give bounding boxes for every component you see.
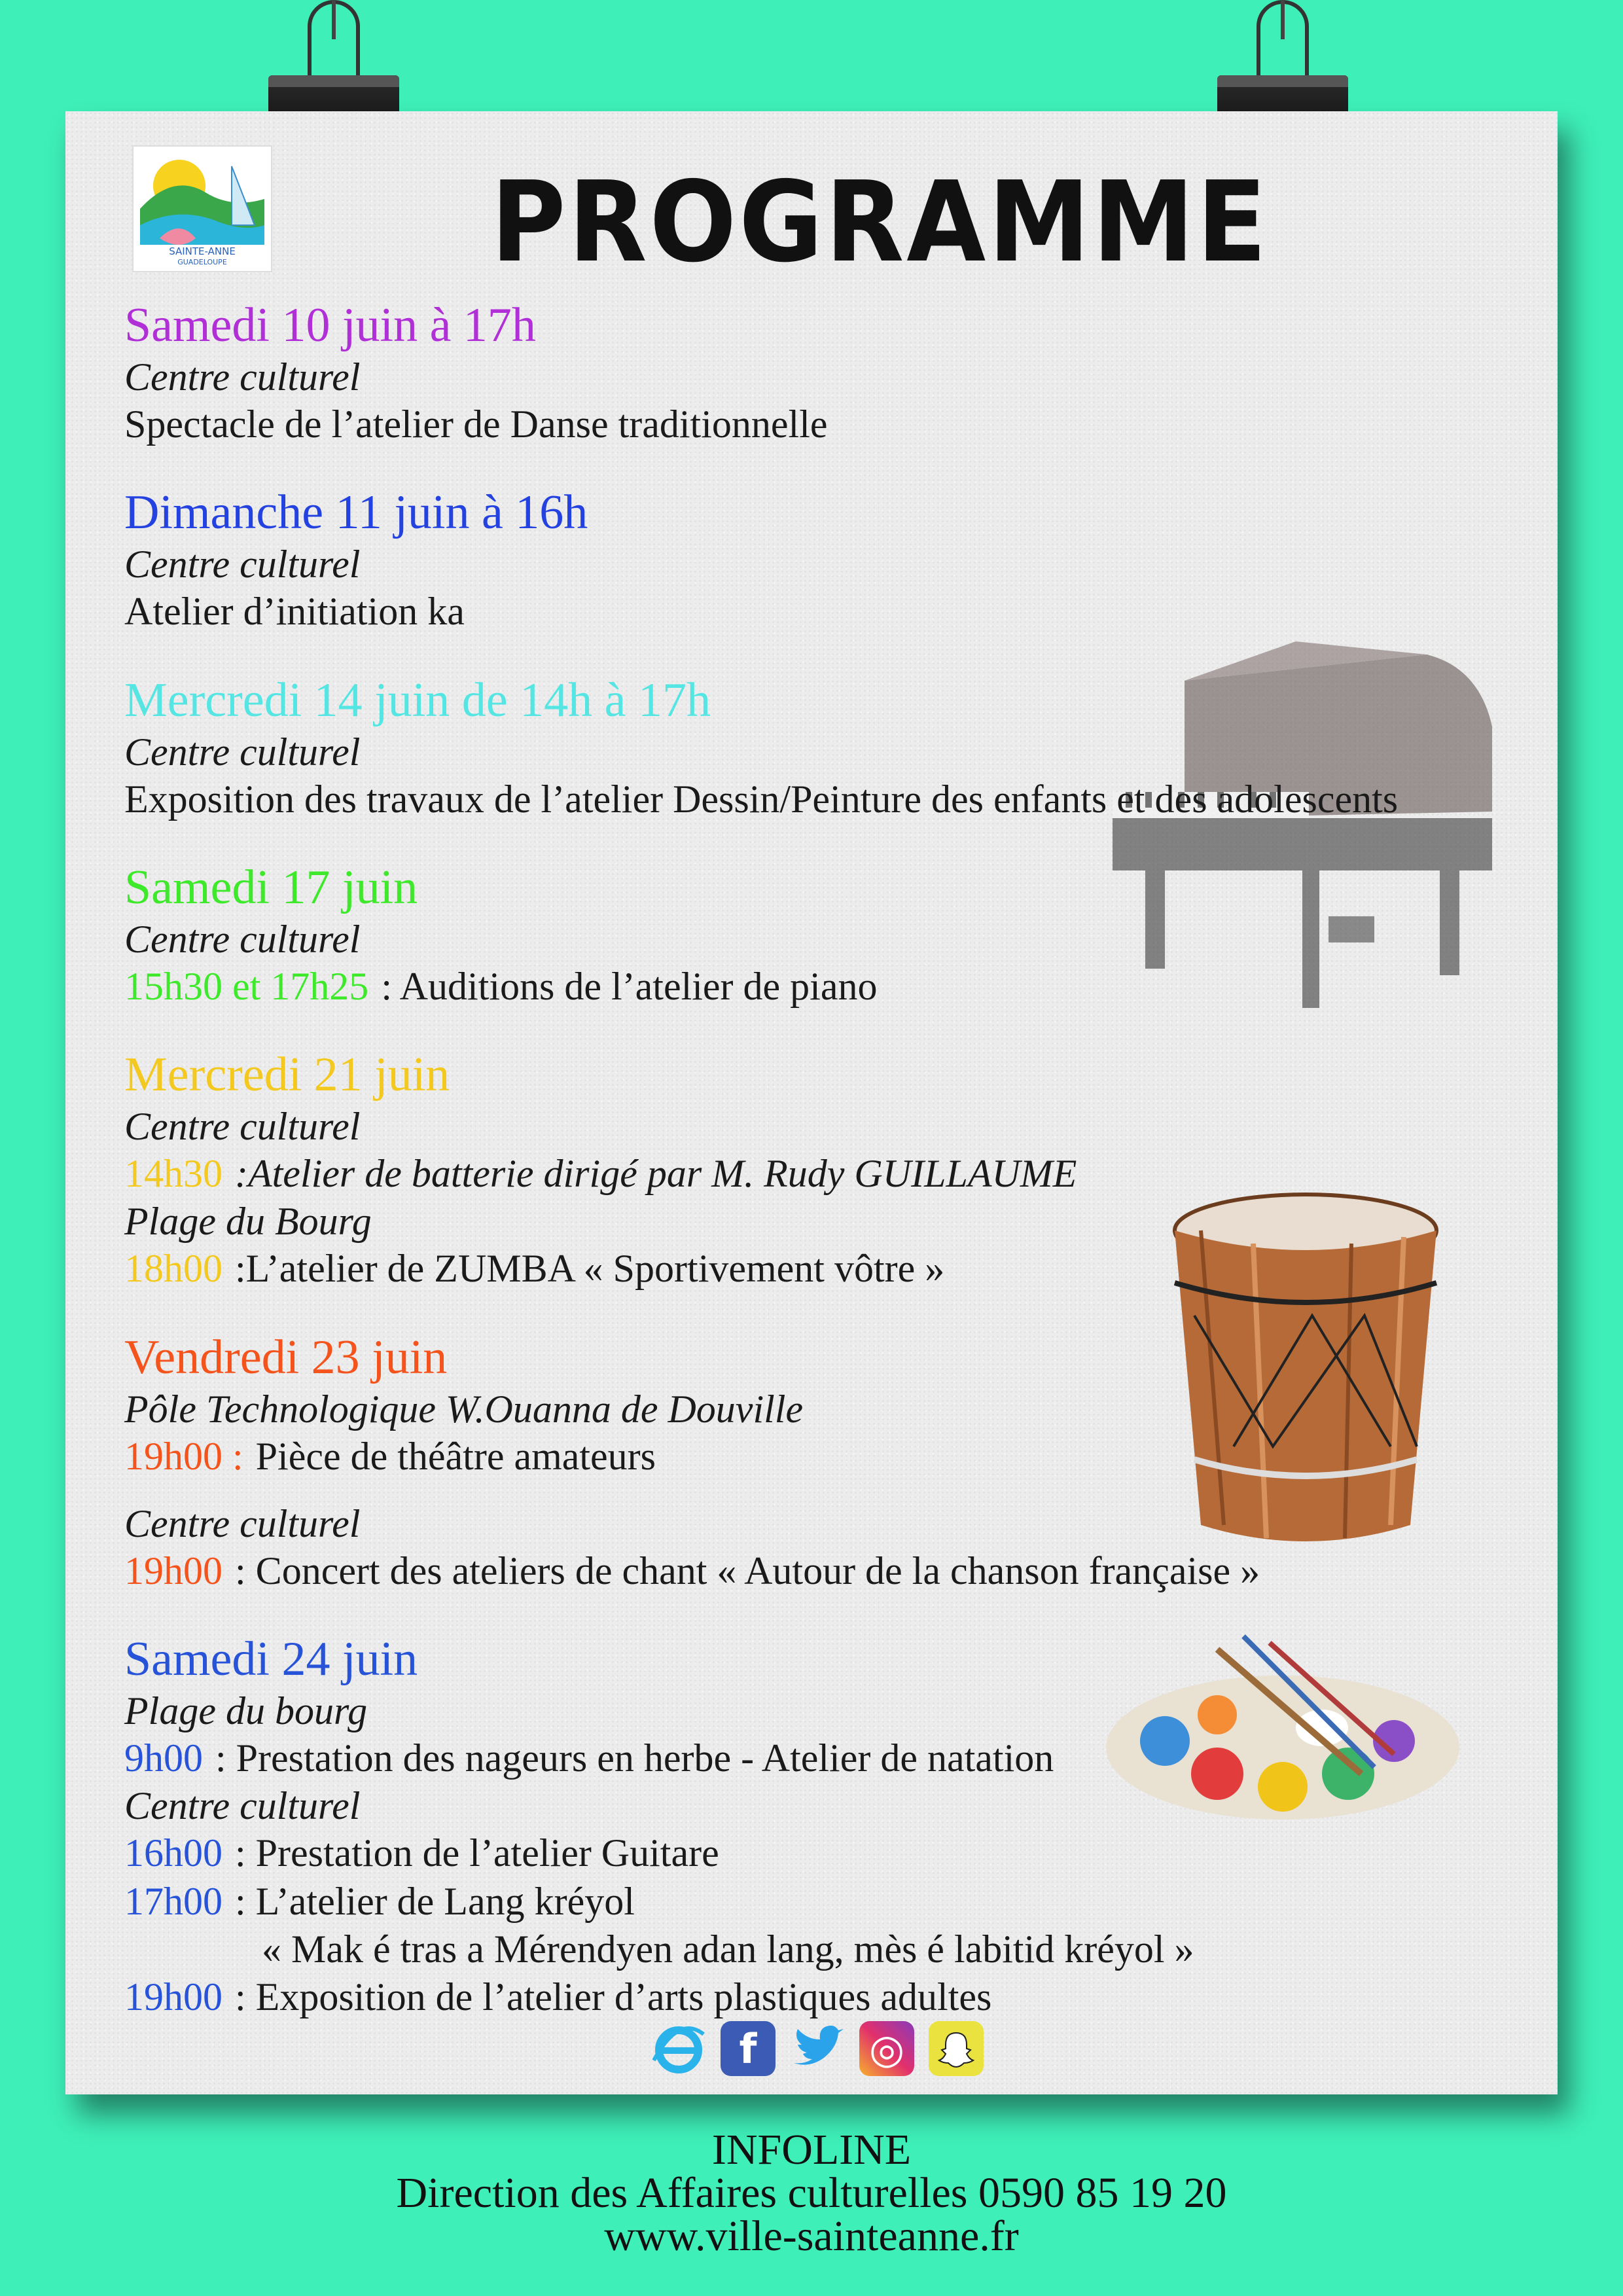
event-day: Samedi 24 juin <box>124 1632 418 1687</box>
event-line <box>124 1878 1564 1926</box>
social-links <box>651 2021 984 2076</box>
event-line <box>124 1973 1564 2021</box>
event-day: Samedi 10 juin à 17h <box>124 298 536 352</box>
event-time: 14h30 <box>124 1152 223 1196</box>
event-line <box>124 1734 1564 1782</box>
event-venue: Centre culturel <box>124 1501 361 1545</box>
event-day: Mercredi 21 juin <box>124 1048 450 1102</box>
event-item <box>124 485 1564 636</box>
footer <box>0 2128 1623 2258</box>
twitter-icon[interactable] <box>790 2021 845 2076</box>
event-line <box>124 1547 1564 1595</box>
event-venue: Pôle Technologique W.Ouanna de Douville <box>124 1387 804 1431</box>
event-time: 19h00 <box>124 1975 223 2018</box>
logo-icon <box>132 145 272 272</box>
event-day: Mercredi 14 juin de 14h à 17h <box>124 673 711 727</box>
event-venue: Centre culturel <box>124 917 361 961</box>
event-item <box>124 860 1564 1011</box>
event-time: 19h00 <box>124 1549 223 1592</box>
programme-list <box>124 298 1564 2058</box>
event-description: Exposition des travaux de l’atelier Dessin/Peinture des enfants et des adolescents <box>124 777 1399 821</box>
event-line <box>124 1433 1564 1480</box>
event-line <box>124 1150 1564 1198</box>
event-item <box>124 1330 1564 1595</box>
event-description: Pièce de théâtre amateurs <box>245 1434 656 1478</box>
event-description: :Atelier de batterie dirigé par M. Rudy GUILLAUME <box>225 1152 1077 1196</box>
event-description: : Prestation des nageurs en herbe - Atelier de natation <box>205 1736 1054 1780</box>
event-venue: Centre culturel <box>124 1105 361 1149</box>
event-line <box>124 1245 1564 1293</box>
snapchat-icon[interactable] <box>929 2021 984 2076</box>
internet-explorer-icon[interactable] <box>651 2021 706 2076</box>
event-time: 15h30 et 17h25 <box>124 964 369 1008</box>
event-item <box>124 298 1564 448</box>
event-time: 19h00 : <box>124 1434 243 1478</box>
event-venue: Centre culturel <box>124 730 361 774</box>
event-venue: Centre culturel <box>124 355 361 399</box>
event-day: Vendredi 23 juin <box>124 1330 448 1384</box>
event-description: : Concert des ateliers de chant « Autour de la chanson française » <box>225 1549 1260 1592</box>
svg-text:GUADELOUPE: GUADELOUPE <box>177 258 227 266</box>
event-venue: Plage du Bourg <box>124 1200 372 1244</box>
event-description: Atelier d’initiation ka <box>124 590 465 634</box>
event-line <box>124 963 1564 1011</box>
event-time: 18h00 <box>124 1247 223 1291</box>
event-description: : Prestation de l’atelier Guitare <box>225 1831 719 1875</box>
event-description: : Auditions de l’atelier de piano <box>371 964 878 1008</box>
page-title: PROGRAMME <box>491 158 1270 287</box>
infoline-label: INFOLINE <box>711 2126 912 2174</box>
event-venue: Plage du bourg <box>124 1689 368 1733</box>
website-link[interactable]: www.ville-sainteanne.fr <box>604 2212 1019 2260</box>
event-description: : L’atelier de Lang kréyol <box>225 1879 635 1923</box>
event-time: 17h00 <box>124 1879 223 1923</box>
event-item <box>124 1047 1564 1293</box>
facebook-icon[interactable]: f <box>721 2021 776 2076</box>
event-line <box>124 1829 1564 1877</box>
event-description: Spectacle de l’atelier de Danse traditionnelle <box>124 403 828 446</box>
event-venue: Centre culturel <box>124 1784 361 1828</box>
event-quote: « Mak é tras a Mérendyen adan lang, mès é labitid kréyol » <box>262 1927 1194 1971</box>
event-day: Dimanche 11 juin à 16h <box>124 486 588 540</box>
event-time: 16h00 <box>124 1831 223 1875</box>
event-venue: Centre culturel <box>124 543 361 586</box>
contact-line: Direction des Affaires culturelles 0590 85 19 20 <box>396 2169 1227 2217</box>
event-time: 9h00 <box>124 1736 203 1780</box>
event-item <box>124 1632 1564 2021</box>
event-day: Samedi 17 juin <box>124 860 418 914</box>
event-item <box>124 673 1564 823</box>
event-description: : Exposition de l’atelier d’arts plastiques adultes <box>225 1975 992 2018</box>
event-description: :L’atelier de ZUMBA « Sportivement vôtre » <box>225 1247 945 1291</box>
svg-text:SAINTE-ANNE: SAINTE-ANNE <box>169 245 236 257</box>
instagram-icon[interactable]: ◎ <box>859 2021 914 2076</box>
